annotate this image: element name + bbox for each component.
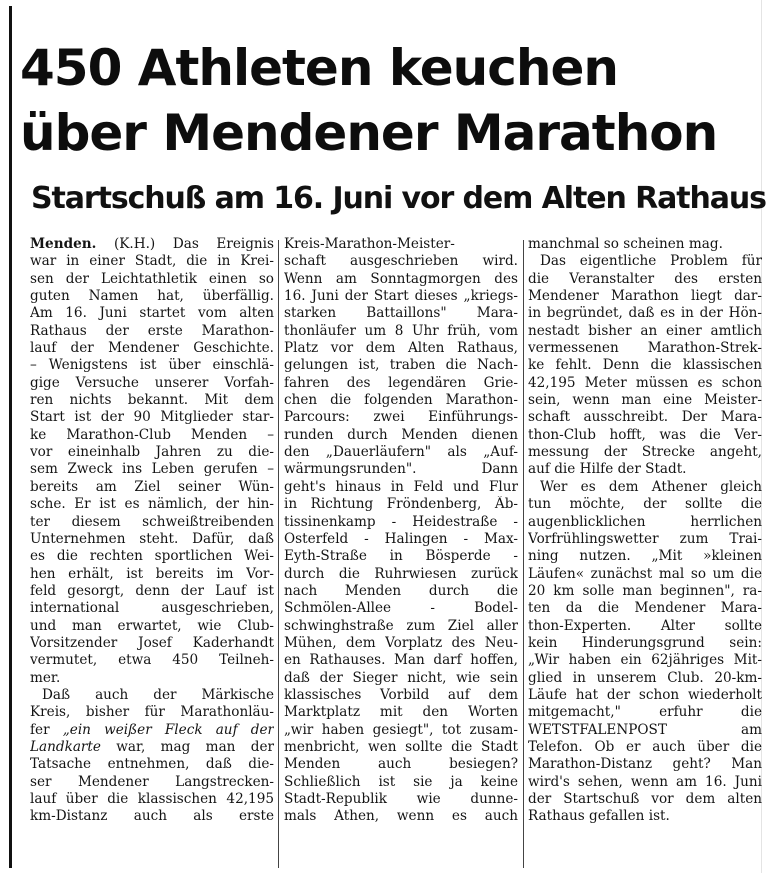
text-line — [528, 479, 762, 496]
line-text: manchmal so scheinen mag. — [528, 236, 723, 252]
text-line — [284, 791, 518, 808]
text-line — [284, 514, 518, 531]
line-text: tissinenkamp - Heidestraße - — [284, 513, 518, 530]
line-text: Unternehmen steht. Dafür, daß — [30, 530, 274, 547]
text-line — [284, 409, 518, 426]
line-text: der Startschuß vor dem alten — [528, 791, 762, 807]
left-column-rule — [9, 6, 12, 868]
line-text: lauf der Mendener Geschichte. — [30, 340, 274, 357]
text-line — [528, 305, 762, 322]
text-line — [528, 722, 762, 739]
text-line — [30, 253, 274, 270]
text-line — [284, 340, 518, 357]
line-text: vor eineinhalb Jahren zu die- — [30, 444, 274, 461]
line-text: daß der Sieger nicht, wie sein — [284, 669, 518, 686]
line-text: schwinghstraße zum Ziel aller — [284, 617, 518, 634]
line-text: durch die Ruhrwiesen zurück — [284, 565, 518, 582]
line-text: Stadt-Republik wie dunne- — [284, 791, 518, 807]
line-text: Wenn am Sonntagmorgen des — [284, 270, 518, 287]
text-line — [30, 670, 274, 687]
line-text: sem Zweck ins Leben gerufen – — [30, 461, 274, 478]
line-text: kein Hinderungsgrund sein: — [528, 634, 762, 651]
text-line — [528, 427, 762, 444]
text-line — [284, 375, 518, 392]
text-line — [30, 444, 274, 461]
line-text: Telefon. Ob er auch über die — [528, 738, 762, 755]
line-text: Tatsache entnehmen, daß die- — [30, 756, 274, 773]
line-text: nach Menden durch die — [284, 582, 518, 599]
text-line — [284, 635, 518, 652]
italic-quote: Landkarte — [30, 738, 101, 755]
line-text: en Rathauses. Man darf hoffen, — [284, 652, 518, 669]
line-text: km-Distanz auch als erste — [30, 808, 274, 825]
column-divider-1 — [278, 240, 279, 868]
text-line — [528, 236, 762, 253]
text-line — [30, 392, 274, 409]
text-line — [528, 756, 762, 773]
line-text: Schließlich ist sie ja keine — [284, 773, 518, 790]
text-line — [30, 375, 274, 392]
text-line — [528, 635, 762, 652]
text-line — [30, 461, 274, 478]
text-line — [528, 600, 762, 617]
text-line — [284, 461, 518, 478]
line-text: Platz vor dem Alten Rathaus, — [284, 340, 518, 357]
line-text: „Wir haben ein 62jähriges Mit- — [528, 652, 762, 669]
text-line — [528, 566, 762, 583]
text-line — [528, 409, 762, 426]
text-line — [528, 704, 762, 721]
line-text: fahren des legendären Grie- — [284, 374, 518, 391]
text-line — [528, 392, 762, 409]
line-text: Mühen, dem Vorplatz des Neu- — [284, 634, 518, 651]
line-text-tail: war, mag man der — [100, 738, 274, 755]
line-text: schaft ausschreibt. Der Mara- — [528, 409, 762, 426]
article-column-2 — [284, 236, 518, 826]
text-line — [30, 808, 274, 825]
line-text: messung der Strecke angeht, — [528, 444, 762, 461]
text-line — [528, 271, 762, 288]
text-line — [30, 739, 274, 756]
line-text: Vorfrühlingswetter zum Trai- — [528, 530, 762, 547]
text-line — [30, 340, 274, 357]
text-line — [528, 531, 762, 548]
text-line — [30, 774, 274, 791]
line-text: ren nichts bekannt. Mit dem — [30, 392, 274, 409]
text-line — [528, 288, 762, 305]
line-text: fer — [30, 721, 63, 738]
line-text: sein, wenn man eine Meister- — [528, 392, 762, 409]
text-line — [30, 479, 274, 496]
line-text: Osterfeld - Halingen - Max- — [284, 530, 518, 547]
line-text: augenblicklichen herrlichen — [528, 513, 762, 530]
text-line — [528, 357, 762, 374]
line-text: gelungen ist, traben die Nach- — [284, 357, 518, 374]
line-text: die Veranstalter des ersten — [528, 270, 762, 287]
line-text: thon-Club hofft, was die Ver- — [528, 426, 762, 443]
headline-line-2: über Mendener Marathon — [20, 104, 718, 162]
text-line — [528, 496, 762, 513]
text-line — [528, 583, 762, 600]
line-text: feld gesorgt, denn der Lauf ist — [30, 582, 274, 599]
line-text: runden durch Menden dienen — [284, 426, 518, 443]
text-line — [284, 531, 518, 548]
text-line — [30, 548, 274, 565]
line-text: international ausgeschrieben, — [30, 600, 274, 617]
italic-quote: „ein weißer Fleck auf der — [62, 721, 274, 738]
line-text: in Richtung Fröndenberg, Äb- — [284, 496, 518, 513]
line-text: sen der Leichtathletik einen so — [30, 270, 274, 287]
text-line — [284, 687, 518, 704]
line-text: (K.H.) Das Ereignis — [96, 236, 274, 252]
text-line — [30, 618, 274, 635]
text-line — [284, 722, 518, 739]
line-text: Kreis, bisher für Marathonläu- — [30, 704, 274, 721]
text-line — [528, 774, 762, 791]
line-text: schaft ausgeschrieben wird. — [284, 253, 518, 270]
line-text: Läufe hat der schon wiederholt — [528, 686, 762, 703]
line-text: chen die folgenden Marathon- — [284, 392, 518, 409]
text-line — [30, 566, 274, 583]
line-text: Am 16. Juni startet vom alten — [30, 305, 274, 322]
line-text: geht's hinaus in Feld und Flur — [284, 478, 518, 495]
text-line — [30, 791, 274, 808]
line-text: vermutet, etwa 450 Teilneh- — [30, 652, 274, 669]
line-text: ter diesem schweißtreibenden — [30, 513, 274, 530]
line-text: Schmölen-Allee - Bodel- — [284, 600, 518, 617]
text-line — [284, 444, 518, 461]
line-text: Marktplatz mit den Worten — [284, 704, 518, 721]
line-text: – Wenigstens ist über einschlä- — [30, 357, 274, 374]
line-text: gige Versuche unserer Vorfah- — [30, 374, 274, 391]
line-text: tun möchte, der sollte die — [528, 496, 762, 513]
line-text: glied in unserem Club. 20-km- — [528, 669, 762, 686]
line-text: wird's sehen, wenn am 16. Juni — [528, 773, 762, 790]
line-text: klassisches Vorbild auf dem — [284, 686, 518, 703]
line-text: 20 km solle man beginnen", ra- — [528, 582, 762, 599]
text-line — [284, 808, 518, 825]
line-text: Mendener Marathon liegt dar- — [528, 288, 762, 305]
dateline-place: Menden. — [30, 236, 97, 252]
line-text: den „Dauerläufern" als „Auf- — [284, 444, 518, 461]
text-line — [284, 774, 518, 791]
line-text: WETSTFALENPOST am — [528, 721, 762, 738]
text-line — [284, 739, 518, 756]
text-line — [30, 600, 274, 617]
line-text: nestadt bisher an einer amtlich — [528, 322, 762, 339]
article-column-1 — [30, 236, 274, 826]
line-text: Start ist der 90 Mitglieder star- — [30, 409, 274, 426]
line-text: Rathaus gefallen ist. — [528, 808, 670, 825]
text-line — [30, 409, 274, 426]
text-line — [284, 583, 518, 600]
text-line — [30, 704, 274, 721]
text-line — [30, 583, 274, 600]
line-text: Rathaus der erste Marathon- — [30, 322, 274, 339]
line-text: 42,195 Meter müssen es schon — [528, 374, 762, 391]
line-text: Marathon-Distanz geht? Man — [528, 756, 762, 773]
text-line — [528, 461, 762, 478]
text-line — [528, 340, 762, 357]
line-text: guten Namen hat, überfällig. — [30, 288, 274, 305]
text-line — [284, 479, 518, 496]
text-line — [528, 652, 762, 669]
line-text: 16. Juni der Start dieses „kriegs- — [284, 288, 518, 305]
text-line — [528, 253, 762, 270]
text-line — [30, 236, 274, 253]
text-line — [284, 600, 518, 617]
column-divider-2 — [523, 240, 524, 868]
line-text: auf die Hilfe der Stadt. — [528, 461, 687, 478]
text-line — [528, 618, 762, 635]
line-text: thonläufer um 8 Uhr früh, vom — [284, 322, 518, 339]
text-line — [528, 739, 762, 756]
text-line — [30, 271, 274, 288]
text-line — [30, 357, 274, 374]
text-line — [30, 427, 274, 444]
text-line — [30, 323, 274, 340]
text-line — [30, 496, 274, 513]
line-text: Wer es dem Athener gleich — [540, 478, 762, 495]
text-line — [284, 670, 518, 687]
text-line — [284, 236, 518, 253]
line-text: Kreis-Marathon-Meister- — [284, 236, 455, 252]
line-text: vermessenen Marathon-Strek- — [528, 340, 762, 357]
line-text: war in einer Stadt, die in Krei- — [30, 253, 274, 270]
line-text: Daß auch der Märkische — [42, 686, 274, 703]
line-text: Parcours: zwei Einführungs- — [284, 409, 518, 426]
text-line — [284, 271, 518, 288]
line-text: ten da die Mendener Mara- — [528, 600, 762, 617]
headline-line-1: 450 Athleten keuchen — [20, 39, 618, 97]
line-text: Vorsitzender Josef Kaderhandt — [30, 634, 274, 651]
text-line — [284, 618, 518, 635]
line-text: in begründet, daß es in der Hön- — [528, 305, 762, 322]
text-line — [284, 548, 518, 565]
text-line — [284, 756, 518, 773]
text-line — [284, 566, 518, 583]
text-line — [284, 253, 518, 270]
line-text: und man erwartet, wie Club- — [30, 617, 274, 634]
text-line — [528, 548, 762, 565]
text-line — [284, 704, 518, 721]
line-text: hen erhält, ist bereits im Vor- — [30, 565, 274, 582]
text-line — [284, 496, 518, 513]
line-text: mer. — [30, 669, 61, 686]
line-text: ning nutzen. „Mit »kleinen — [528, 548, 762, 565]
line-text: menbricht, wen sollte die Stadt — [284, 738, 518, 755]
line-text: ke Marathon-Club Menden – — [30, 426, 274, 443]
text-line — [528, 670, 762, 687]
line-text: es die rechten sportlichen Wei- — [30, 548, 274, 565]
line-text: wärmungsrunden". Dann — [284, 461, 518, 478]
text-line — [284, 652, 518, 669]
line-text: bereits am Ziel seiner Wün- — [30, 478, 274, 495]
text-line — [284, 288, 518, 305]
text-line — [30, 514, 274, 531]
line-text: lauf über die klassischen 42,195 — [30, 791, 274, 807]
line-text: Das eigentliche Problem für — [540, 253, 762, 270]
line-text: Eyth-Straße in Bösperde - — [284, 548, 518, 565]
line-text: Läufen« zunächst mal so um die — [528, 565, 762, 582]
text-line — [528, 444, 762, 461]
line-text: mals Athen, wenn es auch — [284, 808, 518, 825]
subheadline: Startschuß am 16. Juni vor dem Alten Rathaus — [31, 181, 766, 216]
line-text: sche. Er ist es nämlich, der hin- — [30, 496, 274, 513]
text-line — [30, 635, 274, 652]
text-line — [30, 305, 274, 322]
text-line — [528, 375, 762, 392]
line-text: mitgemacht," erfuhr die — [528, 704, 762, 721]
text-line — [30, 756, 274, 773]
text-line — [30, 531, 274, 548]
text-line — [284, 357, 518, 374]
text-line — [528, 687, 762, 704]
line-text: ke fehlt. Denn die klassischen — [528, 357, 762, 374]
text-line — [528, 514, 762, 531]
line-text: Menden auch besiegen? — [284, 756, 518, 773]
text-line — [30, 652, 274, 669]
text-line — [528, 323, 762, 340]
line-text: ser Mendener Langstrecken- — [30, 773, 274, 790]
line-text: „wir haben gesiegt", tot zusam- — [284, 721, 518, 738]
article-column-3 — [528, 236, 762, 826]
text-line — [284, 392, 518, 409]
text-line — [30, 687, 274, 704]
line-text: starken Battaillons" Mara- — [284, 305, 518, 322]
text-line — [284, 323, 518, 340]
text-line — [284, 427, 518, 444]
text-line — [528, 808, 762, 825]
text-line — [528, 791, 762, 808]
line-text: thon-Experten. Alter sollte — [528, 617, 762, 634]
text-line — [284, 305, 518, 322]
text-line — [30, 722, 274, 739]
text-line — [30, 288, 274, 305]
